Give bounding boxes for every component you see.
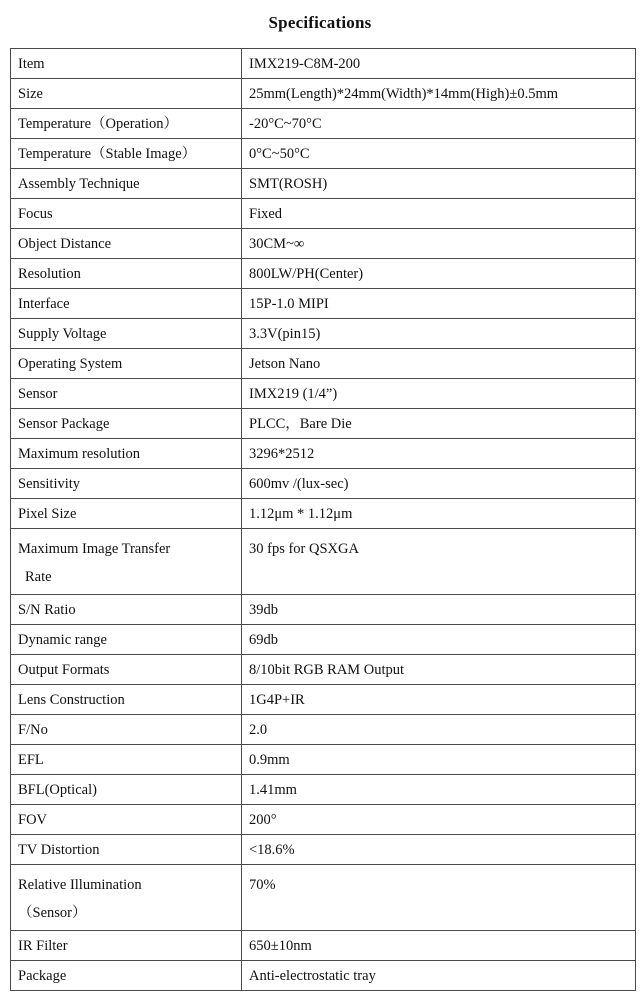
spec-label: Maximum resolution [11, 439, 242, 469]
table-row-maximum-resolution [11, 439, 636, 469]
spec-value: 8/10bit RGB RAM Output [242, 655, 636, 685]
spec-value-text: 30 fps for QSXGA [249, 541, 359, 557]
spec-value: 1.12μm * 1.12μm [242, 499, 636, 529]
spec-label: Lens Construction [11, 685, 242, 715]
table-row-object-distance [11, 229, 636, 259]
spec-value: PLCC，Bare Die [242, 409, 636, 439]
spec-label: Pixel Size [11, 499, 242, 529]
table-row-bfl [11, 775, 636, 805]
table-row-operating-system [11, 349, 636, 379]
table-row-supply-voltage [11, 319, 636, 349]
table-row-pixel-size [11, 499, 636, 529]
spec-value: 39db [242, 595, 636, 625]
spec-value: 3.3V(pin15) [242, 319, 636, 349]
spec-value: 15P-1.0 MIPI [242, 289, 636, 319]
spec-label: Assembly Technique [11, 169, 242, 199]
spec-value: 200° [242, 805, 636, 835]
spec-value: 1G4P+IR [242, 685, 636, 715]
table-row-focus [11, 199, 636, 229]
spec-value: IMX219-C8M-200 [242, 49, 636, 79]
spec-label: F/No [11, 715, 242, 745]
table-row-f-no [11, 715, 636, 745]
spec-label: Resolution [11, 259, 242, 289]
page-title: Specifications [268, 13, 372, 32]
spec-label-line2: （Sensor） [18, 905, 87, 921]
spec-value: Jetson Nano [242, 349, 636, 379]
spec-label: Sensor [11, 379, 242, 409]
spec-value: 69db [242, 625, 636, 655]
table-row-efl [11, 745, 636, 775]
spec-value: Anti-electrostatic tray [242, 961, 636, 991]
spec-value: <18.6% [242, 835, 636, 865]
spec-label: Item [11, 49, 242, 79]
spec-value: Fixed [242, 199, 636, 229]
spec-label: IR Filter [11, 931, 242, 961]
spec-label: Object Distance [11, 229, 242, 259]
spec-label [11, 529, 242, 595]
spec-label: Operating System [11, 349, 242, 379]
spec-label: Temperature（Stable Image） [11, 139, 242, 169]
spec-label: EFL [11, 745, 242, 775]
spec-label: Sensitivity [11, 469, 242, 499]
table-row-size [11, 79, 636, 109]
table-row-interface [11, 289, 636, 319]
spec-label: Interface [11, 289, 242, 319]
table-row-relative-illumination [11, 865, 636, 931]
table-row-sensor [11, 379, 636, 409]
table-row-tv-distortion [11, 835, 636, 865]
table-row-temperature-stable [11, 139, 636, 169]
table-row-item [11, 49, 636, 79]
specifications-table [10, 48, 636, 991]
table-row-max-transfer-rate [11, 529, 636, 595]
spec-value: -20°C~70°C [242, 109, 636, 139]
spec-value: 3296*2512 [242, 439, 636, 469]
spec-value [242, 865, 636, 931]
table-row-ir-filter [11, 931, 636, 961]
table-row-sn-ratio [11, 595, 636, 625]
table-row-temperature-operation [11, 109, 636, 139]
spec-value: 0.9mm [242, 745, 636, 775]
spec-label: Temperature（Operation） [11, 109, 242, 139]
spec-value: IMX219 (1/4”) [242, 379, 636, 409]
spec-value: 1.41mm [242, 775, 636, 805]
spec-label-line1: Maximum Image Transfer [18, 541, 171, 557]
spec-value: 0°C~50°C [242, 139, 636, 169]
table-row-lens-construction [11, 685, 636, 715]
spec-label: BFL(Optical) [11, 775, 242, 805]
spec-label: TV Distortion [11, 835, 242, 865]
spec-value: 800LW/PH(Center) [242, 259, 636, 289]
spec-label: Focus [11, 199, 242, 229]
spec-label: Sensor Package [11, 409, 242, 439]
spec-label: Size [11, 79, 242, 109]
spec-value: SMT(ROSH) [242, 169, 636, 199]
spec-value: 25mm(Length)*24mm(Width)*14mm(High)±0.5mm [242, 79, 636, 109]
table-row-resolution [11, 259, 636, 289]
spec-label: Package [11, 961, 242, 991]
spec-value: 2.0 [242, 715, 636, 745]
spec-label-line2: Rate [25, 569, 52, 585]
table-row-assembly [11, 169, 636, 199]
spec-label: S/N Ratio [11, 595, 242, 625]
table-row-dynamic-range [11, 625, 636, 655]
table-row-sensor-package [11, 409, 636, 439]
spec-value: 30CM~∞ [242, 229, 636, 259]
table-row-sensitivity [11, 469, 636, 499]
spec-value-text: 70% [249, 877, 276, 893]
spec-value [242, 529, 636, 595]
spec-label: Output Formats [11, 655, 242, 685]
spec-label [11, 865, 242, 931]
spec-value: 600mv /(lux-sec) [242, 469, 636, 499]
table-row-package [11, 961, 636, 991]
spec-value: 650±10nm [242, 931, 636, 961]
spec-label: Supply Voltage [11, 319, 242, 349]
table-row-fov [11, 805, 636, 835]
table-row-output-formats [11, 655, 636, 685]
spec-label-line1: Relative Illumination [18, 877, 142, 893]
spec-label: Dynamic range [11, 625, 242, 655]
spec-label: FOV [11, 805, 242, 835]
